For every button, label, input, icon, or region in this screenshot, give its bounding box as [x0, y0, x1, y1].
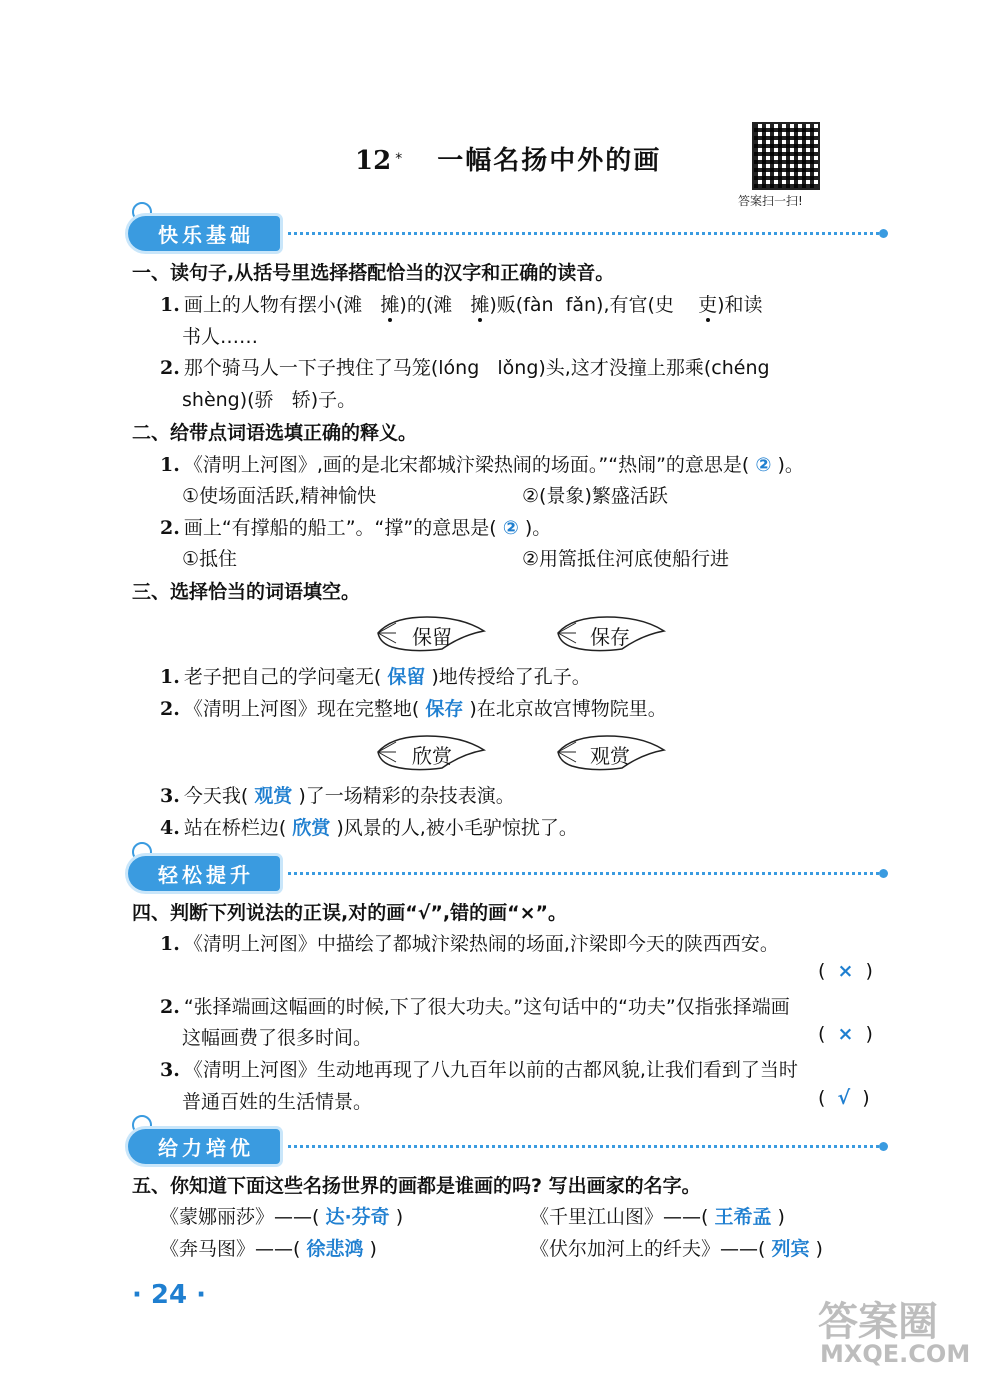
s4-q2-answer-box: ( × ) — [818, 1023, 873, 1045]
s3-q2-answer[interactable]: 保存 — [425, 698, 464, 720]
page-number: · 24 · — [132, 1280, 207, 1310]
s2-q1: 1. 《清明上河图》,画的是北宋都城汴梁热闹的场面。”“热闹”的意思是( ② )。 — [160, 454, 804, 476]
s2-q1-option-2: ②(景象)繁盛活跃 — [522, 485, 668, 507]
banner-label: 给力培优 — [128, 1129, 280, 1164]
lesson-heading — [355, 140, 661, 177]
s5-painting-1-answer[interactable]: 达·芬奇 — [325, 1206, 390, 1228]
word-shell-2 — [552, 613, 670, 657]
s5-painting-4: 《伏尔加河上的纤夫》——( 列宾 ) — [530, 1238, 823, 1260]
s2-q1-option-1: ①使场面活跃,精神愉快 — [182, 485, 377, 507]
watermark-url: MXQE.COM — [820, 1340, 971, 1368]
s4-q1: 1. 《清明上河图》中描绘了都城汴梁热闹的场面,汴梁即今天的陕西西安。 — [160, 933, 779, 955]
section-4-heading: 四、判断下列说法的正误,对的画“√”,错的画“×”。 — [132, 902, 567, 924]
s3-q1-answer[interactable]: 保留 — [387, 666, 426, 688]
s4-q3-answer-box: ( √ ) — [818, 1087, 870, 1109]
lesson-star: * — [395, 150, 403, 167]
banner-divider — [288, 872, 879, 875]
s2-q2-option-1: ①抵住 — [182, 548, 238, 570]
s3-q2: 2. 《清明上河图》现在完整地( 保存 )在北京故宫博物院里。 — [160, 698, 667, 720]
word-shell-3 — [372, 732, 490, 776]
s5-painting-3-answer[interactable]: 徐悲鸿 — [306, 1238, 364, 1260]
s5-painting-1: 《蒙娜丽莎》——( 达·芬奇 ) — [160, 1206, 404, 1228]
section-2-heading: 二、给带点词语选填正确的释义。 — [132, 422, 418, 444]
banner-end-dot — [879, 229, 888, 238]
s5-painting-2-answer[interactable]: 王希孟 — [714, 1206, 772, 1228]
s4-q3-line1: 3. 《清明上河图》生动地再现了八九百年以前的古都风貌,让我们看到了当时 — [160, 1059, 798, 1081]
s4-q3-line2: 普通百姓的生活情景。 — [182, 1091, 373, 1113]
word-shell-4 — [552, 732, 670, 776]
s3-q4-answer[interactable]: 欣赏 — [292, 817, 331, 839]
shell-word: 保留 — [412, 625, 452, 649]
banner-label: 轻松提升 — [128, 856, 280, 891]
qr-code-icon[interactable] — [752, 122, 820, 190]
qr-caption: 答案扫一扫! — [738, 194, 803, 208]
section-banner-improve — [128, 856, 888, 890]
shell-word: 欣赏 — [412, 744, 452, 768]
section-3-heading: 三、选择恰当的词语填空。 — [132, 581, 361, 603]
s4-q2-answer[interactable]: × — [837, 1023, 854, 1045]
section-banner-basic — [128, 216, 888, 250]
s3-q4: 4. 站在桥栏边( 欣赏 )风景的人,被小毛驴惊扰了。 — [160, 817, 578, 839]
lesson-number: 12 — [355, 146, 392, 176]
s4-q3-answer[interactable]: √ — [837, 1087, 851, 1109]
s4-q2-line1: 2. “张择端画这幅画的时候,下了很大功夫。”这句话中的“功夫”仅指张择端画 — [160, 996, 790, 1018]
s2-q2-answer[interactable]: ② — [502, 517, 519, 539]
s2-q1-answer[interactable]: ② — [755, 454, 772, 476]
s5-painting-4-answer[interactable]: 列宾 — [771, 1238, 810, 1260]
s2-q2: 2. 画上“有撑船的船工”。“撑”的意思是( ② )。 — [160, 517, 552, 539]
s3-q3: 3. 今天我( 观赏 )了一场精彩的杂技表演。 — [160, 785, 515, 807]
s4-q1-answer[interactable]: × — [837, 960, 854, 982]
banner-end-dot — [879, 869, 888, 878]
s4-q2-line2: 这幅画费了很多时间。 — [182, 1027, 373, 1049]
s1-q2-line1: 2. 那个骑马人一下子拽住了马笼(lóng lǒng)头,这才没撞上那乘(chéng — [160, 357, 770, 379]
s3-q3-answer[interactable]: 观赏 — [254, 785, 293, 807]
word-shell-1 — [372, 613, 490, 657]
watermark-logo: 答案圈 — [818, 1299, 938, 1345]
section-banner-advanced — [128, 1129, 888, 1163]
s1-q2-line2: shèng)(骄 轿)子。 — [182, 389, 357, 411]
shell-word: 观赏 — [590, 744, 630, 768]
section-5-heading: 五、你知道下面这些名扬世界的画都是谁画的吗? 写出画家的名字。 — [132, 1175, 701, 1197]
s5-painting-3: 《奔马图》——( 徐悲鸿 ) — [160, 1238, 377, 1260]
banner-divider — [288, 232, 879, 235]
s5-painting-2: 《千里江山图》——( 王希孟 ) — [530, 1206, 785, 1228]
lesson-title: 一幅名扬中外的画 — [437, 146, 662, 176]
s3-q1: 1. 老子把自己的学问毫无( 保留 )地传授给了孔子。 — [160, 666, 591, 688]
shell-word: 保存 — [590, 625, 630, 649]
s4-q1-answer-box: ( × ) — [818, 960, 873, 982]
s1-q1-line1: 1. 画上的人物有摆小(滩 摊)的(滩 摊)贩(fàn fǎn),有官(史 吏)和读 — [160, 294, 763, 316]
banner-divider — [288, 1145, 879, 1148]
s1-q1-line2: 书人…… — [182, 326, 259, 348]
qr-block — [738, 122, 820, 209]
section-1-heading: 一、读句子,从括号里选择搭配恰当的汉字和正确的读音。 — [132, 262, 615, 284]
banner-label: 快乐基础 — [128, 216, 280, 251]
s2-q2-option-2: ②用篙抵住河底使船行进 — [522, 548, 730, 570]
banner-end-dot — [879, 1142, 888, 1151]
